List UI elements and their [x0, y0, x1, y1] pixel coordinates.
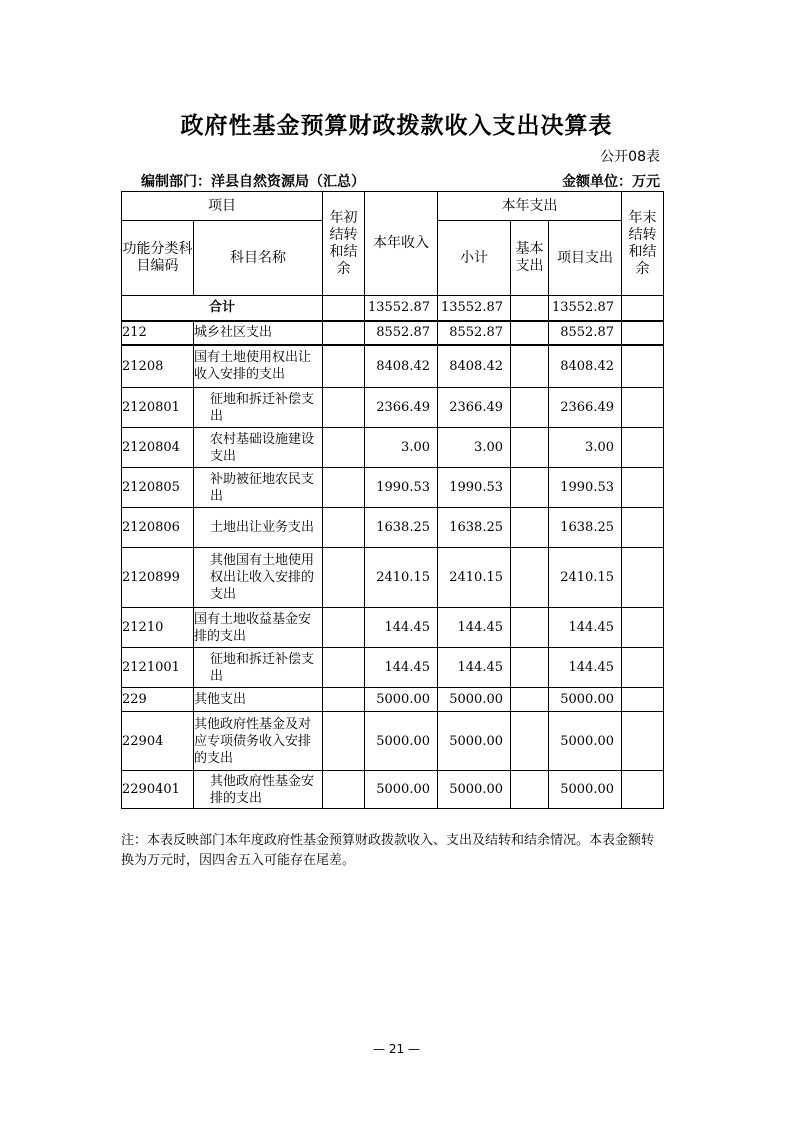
- row-basic: [511, 608, 549, 648]
- total-label: 合计: [122, 296, 323, 321]
- row-basic: [511, 771, 549, 809]
- total-basic: [511, 296, 549, 321]
- row-code: 2120801: [122, 388, 194, 428]
- row-basic: [511, 428, 549, 468]
- table-row: [122, 468, 664, 508]
- row-project: 2410.15: [549, 548, 622, 608]
- header-item: 项目: [122, 192, 323, 221]
- row-project: 8408.42: [549, 345, 622, 388]
- total-income: 13552.87: [365, 296, 438, 321]
- table-row: [122, 428, 664, 468]
- department-label: 编制部门：洋县自然资源局（汇总）: [141, 174, 365, 190]
- table-row: [122, 608, 664, 648]
- table-row: [122, 771, 664, 809]
- row-basic: [511, 548, 549, 608]
- table-row: [122, 508, 664, 548]
- row-begin: [323, 771, 365, 809]
- row-income: 3.00: [365, 428, 438, 468]
- row-end: [622, 345, 664, 388]
- header-func-code: 功能分类科目编码: [122, 221, 194, 296]
- row-subtotal: 5000.00: [438, 688, 511, 712]
- total-project: 13552.87: [549, 296, 622, 321]
- row-subtotal: 1638.25: [438, 508, 511, 548]
- table-row: [122, 345, 664, 388]
- row-end: [622, 648, 664, 688]
- row-code: 21208: [122, 345, 194, 388]
- footnote: 注：本表反映部门本年度政府性基金预算财政拨款收入、支出及结转和结余情况。本表金额转换为万元时，因四舍五入可能存在尾差。: [121, 833, 655, 868]
- row-basic: [511, 388, 549, 428]
- row-income: 1990.53: [365, 468, 438, 508]
- row-project: 5000.00: [549, 688, 622, 712]
- row-project: 5000.00: [549, 712, 622, 771]
- header-subject-name: 科目名称: [194, 221, 323, 296]
- row-income: 8552.87: [365, 321, 438, 345]
- row-end: [622, 771, 664, 809]
- row-end: [622, 608, 664, 648]
- budget-table: [121, 191, 664, 809]
- row-name: 国有土地使用权出让收入安排的支出: [194, 345, 323, 388]
- row-subtotal: 5000.00: [438, 712, 511, 771]
- row-subtotal: 144.45: [438, 648, 511, 688]
- row-name: 其他支出: [194, 688, 323, 712]
- row-name: 农村基础设施建设支出: [194, 428, 323, 468]
- header-project: 项目支出: [549, 221, 622, 296]
- row-code: 229: [122, 688, 194, 712]
- row-basic: [511, 468, 549, 508]
- row-code: 2290401: [122, 771, 194, 809]
- row-income: 5000.00: [365, 771, 438, 809]
- row-name: 补助被征地农民支出: [194, 468, 323, 508]
- row-project: 1638.25: [549, 508, 622, 548]
- row-project: 1990.53: [549, 468, 622, 508]
- row-end: [622, 688, 664, 712]
- total-row: [122, 296, 664, 321]
- row-name: 土地出让业务支出: [194, 508, 323, 548]
- header-income: 本年收入: [365, 192, 438, 296]
- row-end: [622, 468, 664, 508]
- row-end: [622, 548, 664, 608]
- row-name: 其他政府性基金安排的支出: [194, 771, 323, 809]
- row-begin: [323, 548, 365, 608]
- row-project: 3.00: [549, 428, 622, 468]
- row-begin: [323, 688, 365, 712]
- page-number: — 21 —: [373, 1042, 420, 1056]
- total-end: [622, 296, 664, 321]
- row-name: 城乡社区支出: [194, 321, 323, 345]
- row-income: 2366.49: [365, 388, 438, 428]
- total-begin: [323, 296, 365, 321]
- row-subtotal: 1990.53: [438, 468, 511, 508]
- row-subtotal: 5000.00: [438, 771, 511, 809]
- row-end: [622, 428, 664, 468]
- row-code: 2120806: [122, 508, 194, 548]
- row-code: 212: [122, 321, 194, 345]
- row-begin: [323, 712, 365, 771]
- row-income: 5000.00: [365, 712, 438, 771]
- row-basic: [511, 688, 549, 712]
- row-income: 144.45: [365, 648, 438, 688]
- row-subtotal: 2366.49: [438, 388, 511, 428]
- row-code: 2120804: [122, 428, 194, 468]
- row-begin: [323, 321, 365, 345]
- row-end: [622, 321, 664, 345]
- row-basic: [511, 321, 549, 345]
- header-expense: 本年支出: [438, 192, 622, 221]
- table-row: [122, 712, 664, 771]
- row-subtotal: 3.00: [438, 428, 511, 468]
- row-income: 2410.15: [365, 548, 438, 608]
- header-basic: 基本支出: [511, 221, 549, 296]
- header-subtotal: 小计: [438, 221, 511, 296]
- row-begin: [323, 388, 365, 428]
- row-income: 8408.42: [365, 345, 438, 388]
- row-code: 2120899: [122, 548, 194, 608]
- row-code: 21210: [122, 608, 194, 648]
- row-project: 144.45: [549, 608, 622, 648]
- page-title: 政府性基金预算财政拨款收入支出决算表: [180, 113, 613, 139]
- row-begin: [323, 345, 365, 388]
- header-begin-balance: 年初结转和结余: [323, 192, 365, 296]
- row-code: 2120805: [122, 468, 194, 508]
- row-code: 22904: [122, 712, 194, 771]
- table-row: [122, 548, 664, 608]
- row-basic: [511, 345, 549, 388]
- row-end: [622, 712, 664, 771]
- table-row: [122, 648, 664, 688]
- row-name: 征地和拆迁补偿支出: [194, 648, 323, 688]
- row-subtotal: 8408.42: [438, 345, 511, 388]
- row-project: 2366.49: [549, 388, 622, 428]
- row-subtotal: 144.45: [438, 608, 511, 648]
- row-subtotal: 8552.87: [438, 321, 511, 345]
- header-end-balance: 年末结转和结余: [622, 192, 664, 296]
- row-income: 5000.00: [365, 688, 438, 712]
- row-begin: [323, 508, 365, 548]
- row-name: 其他国有土地使用权出让收入安排的支出: [194, 548, 323, 608]
- row-begin: [323, 608, 365, 648]
- table-row: [122, 688, 664, 712]
- row-income: 1638.25: [365, 508, 438, 548]
- row-basic: [511, 508, 549, 548]
- row-begin: [323, 428, 365, 468]
- row-begin: [323, 468, 365, 508]
- table-number: 公开08表: [600, 149, 660, 165]
- row-name: 征地和拆迁补偿支出: [194, 388, 323, 428]
- row-income: 144.45: [365, 608, 438, 648]
- row-project: 5000.00: [549, 771, 622, 809]
- row-end: [622, 508, 664, 548]
- row-begin: [323, 648, 365, 688]
- table-row: [122, 388, 664, 428]
- row-project: 144.45: [549, 648, 622, 688]
- row-basic: [511, 648, 549, 688]
- table-row: [122, 321, 664, 345]
- row-basic: [511, 712, 549, 771]
- total-subtotal: 13552.87: [438, 296, 511, 321]
- row-code: 2121001: [122, 648, 194, 688]
- row-name: 其他政府性基金及对应专项债务收入安排的支出: [194, 712, 323, 771]
- row-end: [622, 388, 664, 428]
- unit-label: 金额单位：万元: [562, 174, 660, 190]
- row-subtotal: 2410.15: [438, 548, 511, 608]
- row-project: 8552.87: [549, 321, 622, 345]
- row-name: 国有土地收益基金安排的支出: [194, 608, 323, 648]
